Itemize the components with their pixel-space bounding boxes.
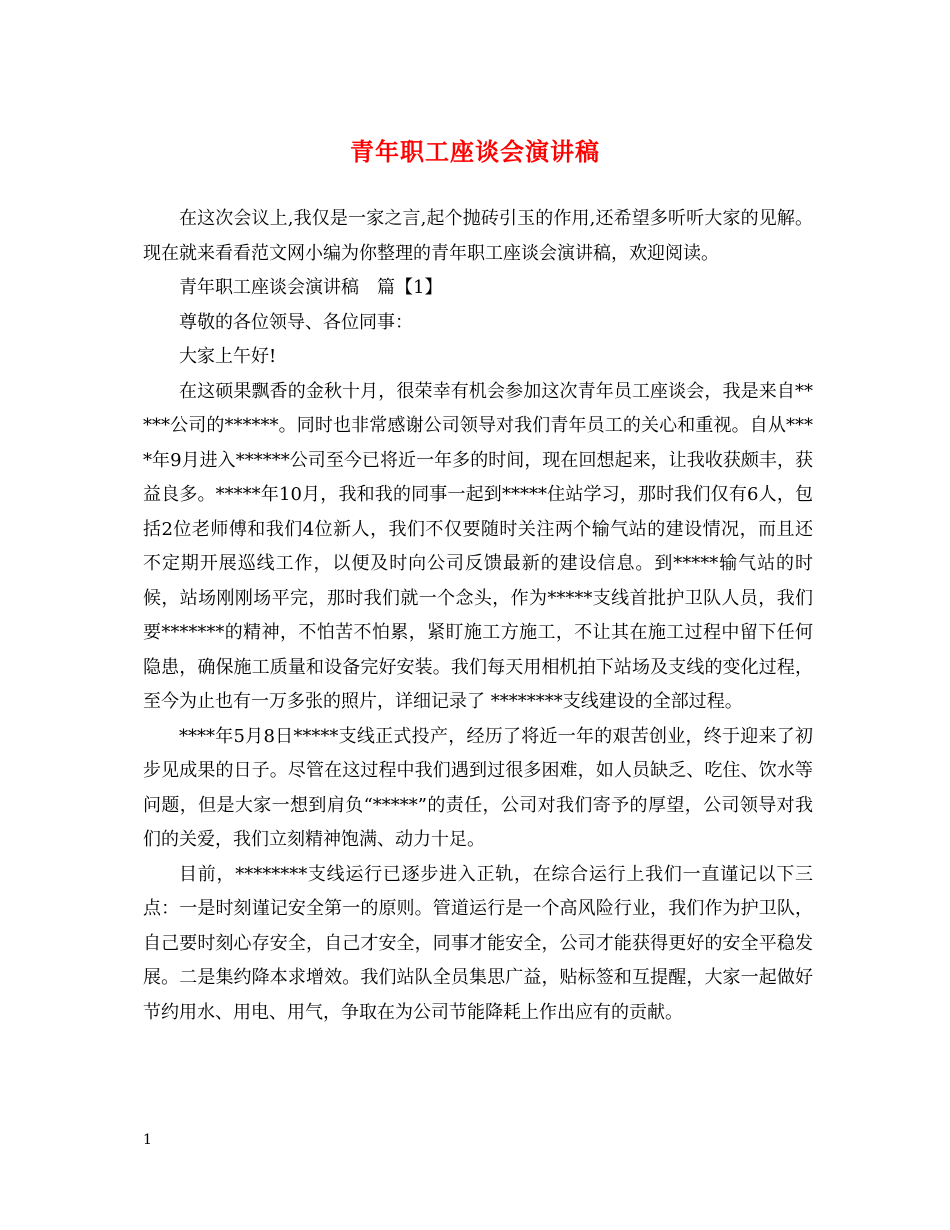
page-number: 1: [143, 1132, 152, 1148]
document-body: [143, 202, 813, 1030]
body-paragraph: 在这硕果飘香的金秋十月，很荣幸有机会参加这次青年员工座谈会，我是来自*****公司的******。同时也非常感谢公司领导对我们青年员工的关心和重视。自从****年9月进入******公司至今已将近一年多的时间，现在回想起来，让我收获颇丰，获益良多。*****年10月，我和我的同事一起到*****住站学习，那时我们仅有6人，包括2位老师傅和我们4位新人，我们不仅要随时关注两个输气站的建设情况，而且还不定期开展巡线工作，以便及时向公司反馈最新的建设信息。到*****输气站的时候，站场刚刚场平完，那时我们就一个念头，作为*****支线首批护卫队人员，我们要*******的精神，不怕苦不怕累，紧盯施工方施工，不让其在施工过程中留下任何隐患，确保施工质量和设备完好安装。我们每天用相机拍下站场及支线的变化过程，至今为止也有一万多张的照片，详细记录了 ********支线建设的全部过程。: [143, 380, 813, 712]
section-heading: 青年职工座谈会演讲稿 篇【1】: [179, 277, 443, 298]
greeting: 大家上午好!: [179, 346, 277, 367]
body-paragraph: 目前，********支线运行已逐步进入正轨，在综合运行上我们一直谨记以下三点：一是时刻谨记安全第一的原则。管道运行是一个高风险行业，我们作为护卫队，自己要时刻心存安全，自己才安全，同事才能安全，公司才能获得更好的安全平稳发展。二是集约降本求增效。我们站队全员集思广益，贴标签和互提醒，大家一起做好节约用水、用电、用气，争取在为公司节能降耗上作出应有的贡献。: [143, 863, 813, 1023]
document-title: 青年职工座谈会演讲稿: [350, 137, 600, 166]
salutation: 尊敬的各位领导、各位同事：: [179, 311, 413, 333]
intro-paragraph: 在这次会议上,我仅是一家之言,起个抛砖引玉的作用,还希望多听听大家的见解。现在就来看看范文网小编为你整理的青年职工座谈会演讲稿，欢迎阅读。: [143, 208, 813, 264]
body-paragraph: ****年5月8日*****支线正式投产，经历了将近一年的艰苦创业，终于迎来了初步见成果的日子。尽管在这过程中我们遇到过很多困难，如人员缺乏、吃住、饮水等问题，但是大家一想到肩负“*****”的责任，公司对我们寄予的厚望，公司领导对我们的关爱，我们立刻精神饱满、动力十足。: [143, 725, 813, 850]
